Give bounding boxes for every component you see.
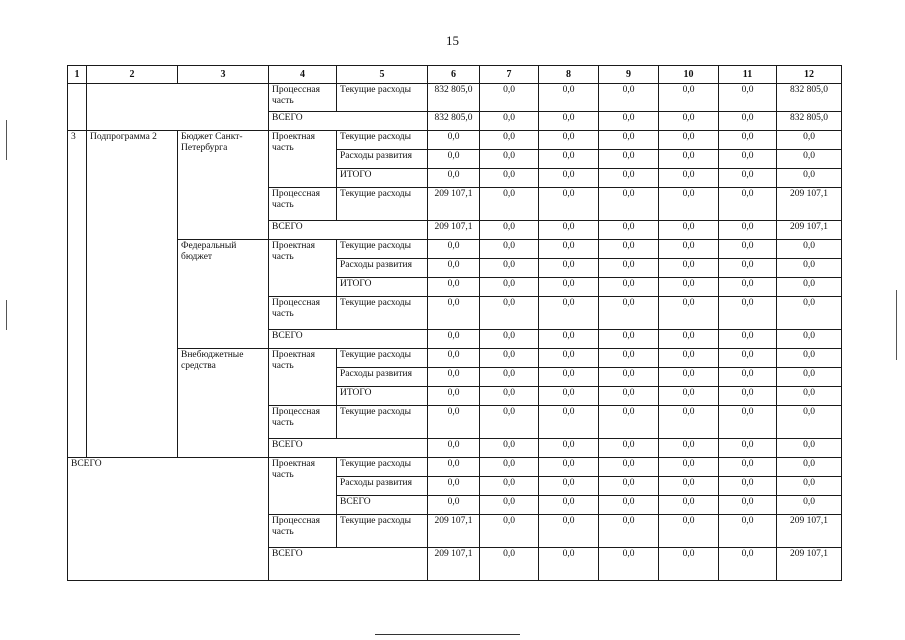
value-cell: 0,0 [428, 278, 480, 297]
value-cell: 0,0 [719, 150, 777, 169]
value-cell: 0,0 [480, 240, 539, 259]
value-cell: 0,0 [659, 368, 719, 387]
value-cell: 0,0 [599, 439, 659, 458]
value-cell: 0,0 [719, 131, 777, 150]
value-cell: 0,0 [539, 515, 599, 548]
expense-label: Текущие расходы [337, 84, 428, 112]
value-cell: 0,0 [599, 259, 659, 278]
value-cell: 0,0 [428, 406, 480, 439]
header-cell: 12 [777, 66, 842, 84]
expense-label: Текущие расходы [337, 188, 428, 221]
value-cell: 0,0 [599, 150, 659, 169]
value-cell: 0,0 [777, 169, 842, 188]
value-cell: 0,0 [539, 458, 599, 477]
value-cell: 0,0 [480, 477, 539, 496]
value-cell: 0,0 [719, 188, 777, 221]
value-cell: 0,0 [599, 278, 659, 297]
value-cell: 0,0 [719, 477, 777, 496]
header-row [68, 66, 842, 84]
value-cell: 0,0 [480, 131, 539, 150]
value-cell: 0,0 [539, 169, 599, 188]
value-cell: 0,0 [428, 131, 480, 150]
value-cell: 0,0 [599, 188, 659, 221]
value-cell: 209 107,1 [428, 221, 480, 240]
value-cell: 0,0 [777, 240, 842, 259]
value-cell: 0,0 [599, 330, 659, 349]
value-cell: 0,0 [480, 150, 539, 169]
value-cell: 0,0 [539, 439, 599, 458]
blank-cell [87, 84, 269, 131]
value-cell: 0,0 [719, 221, 777, 240]
value-cell: 0,0 [777, 297, 842, 330]
row-number: 3 [68, 131, 87, 458]
value-cell: 0,0 [659, 221, 719, 240]
expense-label: Текущие расходы [337, 349, 428, 368]
total-label: ВСЕГО [269, 112, 428, 131]
value-cell: 0,0 [539, 387, 599, 406]
expense-label: Текущие расходы [337, 131, 428, 150]
value-cell: 0,0 [539, 297, 599, 330]
value-cell: 0,0 [480, 188, 539, 221]
page-number: 15 [446, 33, 459, 48]
part-label: Процессная часть [269, 188, 337, 221]
header-cell: 4 [269, 66, 337, 84]
value-cell: 0,0 [659, 349, 719, 368]
expense-label: ВСЕГО [337, 496, 428, 515]
value-cell: 0,0 [480, 349, 539, 368]
value-cell: 0,0 [480, 112, 539, 131]
expense-label: Текущие расходы [337, 406, 428, 439]
value-cell: 0,0 [599, 368, 659, 387]
value-cell: 0,0 [480, 548, 539, 581]
part-label: Процессная часть [269, 515, 337, 548]
value-cell: 0,0 [777, 349, 842, 368]
header-cell: 6 [428, 66, 480, 84]
value-cell: 0,0 [719, 458, 777, 477]
value-cell: 0,0 [539, 188, 599, 221]
value-cell: 0,0 [777, 259, 842, 278]
table-row [68, 84, 842, 112]
value-cell: 0,0 [777, 496, 842, 515]
value-cell: 209 107,1 [428, 515, 480, 548]
value-cell: 0,0 [719, 515, 777, 548]
value-cell: 209 107,1 [777, 188, 842, 221]
value-cell: 0,0 [777, 368, 842, 387]
value-cell: 0,0 [599, 406, 659, 439]
value-cell: 0,0 [539, 84, 599, 112]
value-cell: 0,0 [777, 458, 842, 477]
table-row [68, 349, 842, 368]
value-cell: 0,0 [599, 169, 659, 188]
value-cell: 0,0 [428, 349, 480, 368]
table-row [68, 458, 842, 477]
total-label: ВСЕГО [269, 330, 428, 349]
value-cell: 0,0 [719, 278, 777, 297]
value-cell: 0,0 [777, 439, 842, 458]
value-cell: 0,0 [777, 131, 842, 150]
value-cell: 0,0 [659, 84, 719, 112]
value-cell: 0,0 [428, 477, 480, 496]
header-cell: 9 [599, 66, 659, 84]
value-cell: 0,0 [659, 330, 719, 349]
header-cell: 11 [719, 66, 777, 84]
value-cell: 0,0 [599, 221, 659, 240]
value-cell: 209 107,1 [428, 188, 480, 221]
value-cell: 0,0 [599, 387, 659, 406]
subprogram-label: Подпрограмма 2 [87, 131, 178, 458]
value-cell: 0,0 [539, 496, 599, 515]
value-cell: 0,0 [659, 169, 719, 188]
value-cell: 0,0 [599, 477, 659, 496]
value-cell: 0,0 [719, 297, 777, 330]
expense-label: ИТОГО [337, 387, 428, 406]
part-label: Проектная часть [269, 131, 337, 188]
value-cell: 0,0 [480, 439, 539, 458]
value-cell: 209 107,1 [777, 515, 842, 548]
expense-label: ИТОГО [337, 169, 428, 188]
value-cell: 0,0 [777, 477, 842, 496]
value-cell: 0,0 [480, 330, 539, 349]
value-cell: 0,0 [599, 458, 659, 477]
table-row [68, 240, 842, 259]
funding-source: Федеральный бюджет [178, 240, 269, 349]
value-cell: 0,0 [428, 259, 480, 278]
value-cell: 0,0 [480, 496, 539, 515]
value-cell: 832 805,0 [428, 112, 480, 131]
value-cell: 0,0 [539, 368, 599, 387]
value-cell: 209 107,1 [777, 221, 842, 240]
value-cell: 0,0 [599, 496, 659, 515]
scan-mark [6, 120, 7, 160]
funding-source: Внебюджетные средства [178, 349, 269, 458]
value-cell: 0,0 [539, 477, 599, 496]
expense-label: Текущие расходы [337, 515, 428, 548]
value-cell: 0,0 [428, 458, 480, 477]
value-cell: 0,0 [659, 548, 719, 581]
value-cell: 209 107,1 [777, 548, 842, 581]
value-cell: 0,0 [719, 349, 777, 368]
value-cell: 0,0 [428, 169, 480, 188]
value-cell: 0,0 [659, 496, 719, 515]
value-cell: 0,0 [599, 515, 659, 548]
value-cell: 0,0 [539, 548, 599, 581]
value-cell: 0,0 [539, 112, 599, 131]
value-cell: 0,0 [777, 150, 842, 169]
part-label: Процессная часть [269, 297, 337, 330]
value-cell: 0,0 [659, 515, 719, 548]
header-cell: 8 [539, 66, 599, 84]
expense-label: Расходы развития [337, 477, 428, 496]
value-cell: 0,0 [480, 297, 539, 330]
value-cell: 0,0 [599, 297, 659, 330]
scan-mark [6, 300, 7, 330]
value-cell: 0,0 [719, 259, 777, 278]
part-label: Процессная часть [269, 84, 337, 112]
value-cell: 0,0 [428, 496, 480, 515]
value-cell: 0,0 [480, 387, 539, 406]
value-cell: 0,0 [539, 278, 599, 297]
value-cell: 0,0 [659, 278, 719, 297]
expense-label: Расходы развития [337, 150, 428, 169]
value-cell: 0,0 [480, 259, 539, 278]
value-cell: 0,0 [777, 278, 842, 297]
value-cell: 0,0 [480, 169, 539, 188]
value-cell: 0,0 [428, 330, 480, 349]
value-cell: 0,0 [719, 496, 777, 515]
value-cell: 0,0 [659, 188, 719, 221]
value-cell: 0,0 [480, 368, 539, 387]
value-cell: 0,0 [659, 297, 719, 330]
expense-label: Расходы развития [337, 368, 428, 387]
value-cell: 0,0 [539, 330, 599, 349]
value-cell: 0,0 [777, 406, 842, 439]
value-cell: 0,0 [599, 84, 659, 112]
value-cell: 0,0 [659, 240, 719, 259]
value-cell: 0,0 [428, 439, 480, 458]
expense-label: Текущие расходы [337, 458, 428, 477]
budget-table [67, 65, 842, 581]
value-cell: 832 805,0 [777, 84, 842, 112]
value-cell: 0,0 [719, 439, 777, 458]
value-cell: 0,0 [659, 387, 719, 406]
header-cell: 1 [68, 66, 87, 84]
value-cell: 0,0 [719, 84, 777, 112]
header-cell: 2 [87, 66, 178, 84]
blank-cell [68, 84, 87, 131]
expense-label: Текущие расходы [337, 240, 428, 259]
header-cell: 5 [337, 66, 428, 84]
value-cell: 0,0 [539, 150, 599, 169]
value-cell: 0,0 [480, 406, 539, 439]
value-cell: 0,0 [719, 330, 777, 349]
header-cell: 7 [480, 66, 539, 84]
value-cell: 0,0 [777, 387, 842, 406]
part-label: Проектная часть [269, 349, 337, 406]
value-cell: 0,0 [539, 259, 599, 278]
value-cell: 0,0 [659, 439, 719, 458]
part-label: Процессная часть [269, 406, 337, 439]
value-cell: 0,0 [719, 240, 777, 259]
value-cell: 0,0 [428, 150, 480, 169]
value-cell: 0,0 [599, 112, 659, 131]
value-cell: 0,0 [599, 548, 659, 581]
value-cell: 0,0 [539, 349, 599, 368]
value-cell: 0,0 [659, 131, 719, 150]
value-cell: 0,0 [539, 240, 599, 259]
value-cell: 0,0 [480, 458, 539, 477]
value-cell: 0,0 [719, 368, 777, 387]
value-cell: 209 107,1 [428, 548, 480, 581]
table-row [68, 131, 842, 150]
value-cell: 0,0 [539, 131, 599, 150]
value-cell: 0,0 [428, 240, 480, 259]
value-cell: 0,0 [659, 458, 719, 477]
footer-line [375, 634, 520, 635]
value-cell: 0,0 [659, 150, 719, 169]
part-label: Проектная часть [269, 240, 337, 297]
expense-label: Текущие расходы [337, 297, 428, 330]
expense-label: ИТОГО [337, 278, 428, 297]
value-cell: 0,0 [539, 406, 599, 439]
value-cell: 0,0 [599, 349, 659, 368]
value-cell: 0,0 [428, 387, 480, 406]
funding-source: Бюджет Санкт-Петербурга [178, 131, 269, 240]
value-cell: 0,0 [719, 112, 777, 131]
value-cell: 0,0 [777, 330, 842, 349]
value-cell: 0,0 [428, 368, 480, 387]
value-cell: 0,0 [599, 131, 659, 150]
value-cell: 0,0 [539, 221, 599, 240]
value-cell: 0,0 [480, 278, 539, 297]
value-cell: 0,0 [659, 112, 719, 131]
scan-mark [896, 290, 897, 360]
value-cell: 0,0 [480, 515, 539, 548]
total-label: ВСЕГО [269, 439, 428, 458]
total-label: ВСЕГО [269, 548, 428, 581]
value-cell: 0,0 [719, 387, 777, 406]
part-label: Проектная часть [269, 458, 337, 515]
value-cell: 832 805,0 [777, 112, 842, 131]
value-cell: 0,0 [659, 259, 719, 278]
header-cell: 3 [178, 66, 269, 84]
value-cell: 0,0 [480, 84, 539, 112]
header-cell: 10 [659, 66, 719, 84]
value-cell: 832 805,0 [428, 84, 480, 112]
total-label: ВСЕГО [269, 221, 428, 240]
value-cell: 0,0 [428, 297, 480, 330]
value-cell: 0,0 [719, 169, 777, 188]
value-cell: 0,0 [659, 477, 719, 496]
value-cell: 0,0 [599, 240, 659, 259]
value-cell: 0,0 [719, 548, 777, 581]
expense-label: Расходы развития [337, 259, 428, 278]
value-cell: 0,0 [719, 406, 777, 439]
value-cell: 0,0 [659, 406, 719, 439]
value-cell: 0,0 [480, 221, 539, 240]
grand-total-label: ВСЕГО [68, 458, 269, 581]
